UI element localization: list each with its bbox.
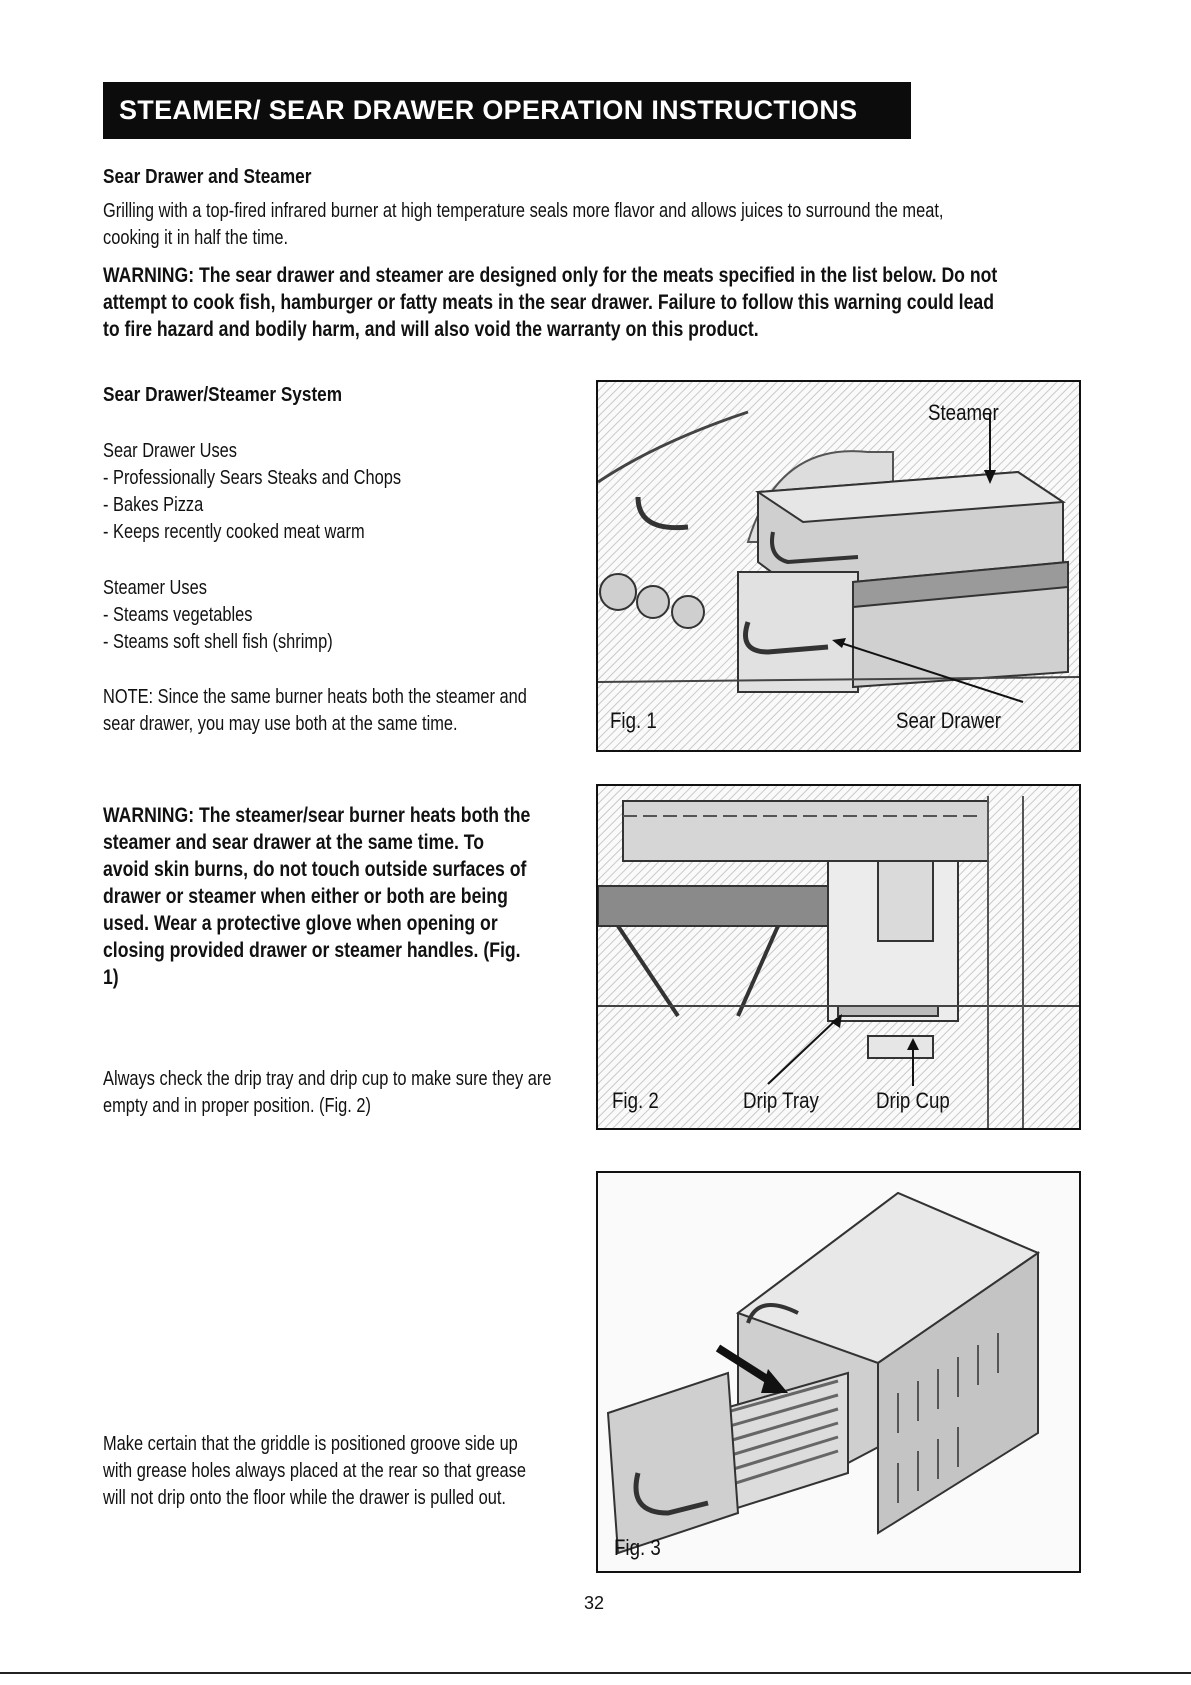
page-title: STEAMER/ SEAR DRAWER OPERATION INSTRUCTIONS: [103, 82, 911, 139]
griddle-paragraph: Make certain that the griddle is positioned groove side up with grease holes always placed at the rear so that grease will not drip onto the floor while the drawer is pulled out.: [103, 1433, 527, 1509]
drip-cup-label: Drip Cup: [876, 1088, 950, 1113]
sear-use-item: - Professionally Sears Steaks and Chops: [103, 467, 402, 489]
sear-drawer-label: Sear Drawer: [896, 708, 1001, 733]
drip-paragraph: Always check the drip tray and drip cup to make sure they are empty and in proper position. (Fig. 2): [103, 1068, 552, 1117]
steamer-label: Steamer: [928, 400, 999, 425]
griddle-drawer-illustration: [598, 1173, 1081, 1573]
note-paragraph: NOTE: Since the same burner heats both the steamer and sear drawer, you may use both at the same time.: [103, 686, 527, 735]
steamer-use-item: - Steams vegetables: [103, 604, 253, 626]
figure-3: [596, 1171, 1081, 1573]
grill-steamer-illustration: [598, 382, 1081, 752]
section-heading-system: Sear Drawer/Steamer System: [103, 384, 343, 406]
fig1-caption: Fig. 1: [610, 708, 657, 733]
section-heading-sear-steamer: Sear Drawer and Steamer: [103, 166, 312, 188]
figure-2: [596, 784, 1081, 1130]
sear-use-item: - Bakes Pizza: [103, 494, 204, 516]
fig2-caption: Fig. 2: [612, 1088, 659, 1113]
main-warning: WARNING: The sear drawer and steamer are designed only for the meats specified in the list below. Do not attempt to cook fish, hamburger or fatty meats in the sear drawer. Failure to follow this warning could lead to fire hazard and bodily harm, and will also void the warranty on this product.: [103, 264, 998, 341]
drip-tray-illustration: [598, 786, 1081, 1130]
drip-tray-label: Drip Tray: [743, 1088, 819, 1113]
steamer-warning: WARNING: The steamer/sear burner heats both the steamer and sear drawer at the same time. To avoid skin burns, do not touch outside surfaces of drawer or steamer when either or both are being used. Wear a protective glove when opening or closing provided drawer or steamer handles. (Fig. 1): [103, 804, 531, 989]
page-number: 32: [584, 1593, 605, 1613]
bottom-divider: [0, 1672, 1191, 1674]
sear-use-item: - Keeps recently cooked meat warm: [103, 521, 365, 543]
steamer-use-item: - Steams soft shell fish (shrimp): [103, 631, 333, 653]
intro-paragraph: Grilling with a top-fired infrared burner at high temperature seals more flavor and allows juices to surround the meat, cooking it in half the time.: [103, 200, 944, 249]
figure-1: [596, 380, 1081, 752]
sear-uses-title: Sear Drawer Uses: [103, 440, 237, 462]
steamer-uses-title: Steamer Uses: [103, 577, 207, 599]
fig3-caption: Fig. 3: [614, 1535, 661, 1560]
